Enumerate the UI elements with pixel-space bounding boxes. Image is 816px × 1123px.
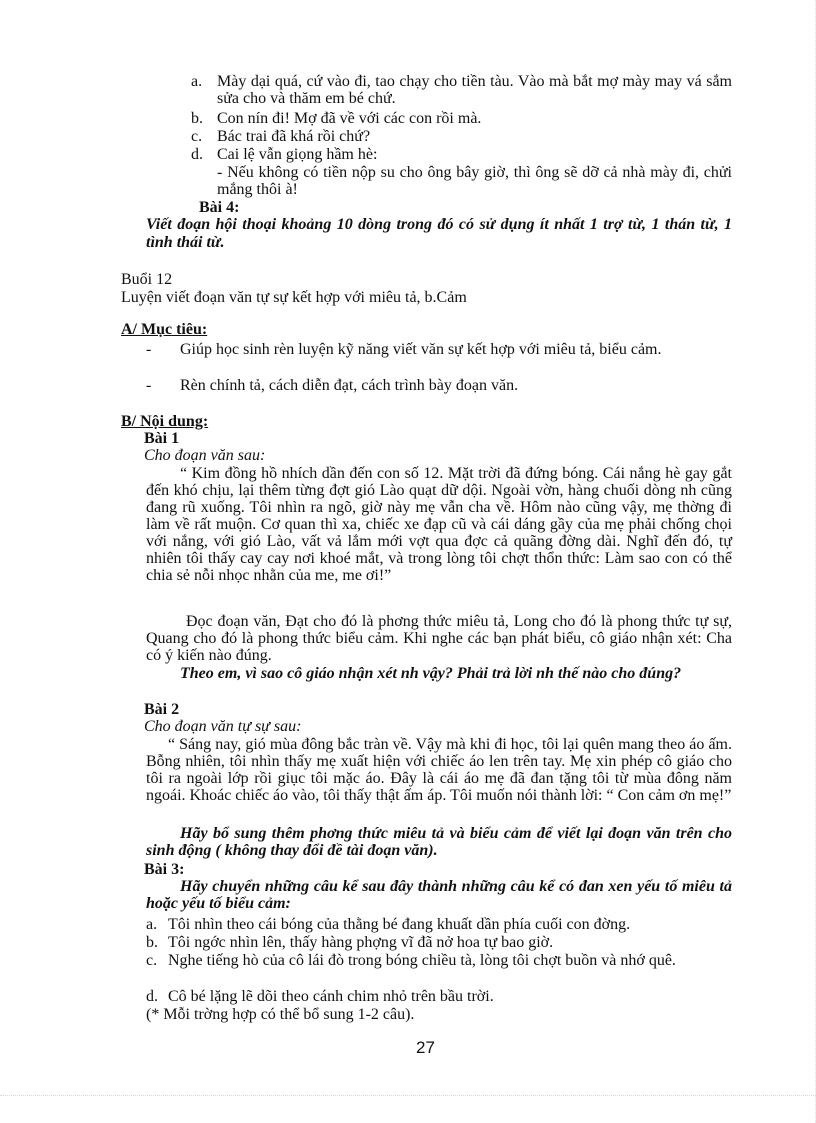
list-text-b: Con nín đi! Mợ đã về với các con rồi mà. [217, 110, 482, 127]
bai1-question: Theo em, vì sao cô giáo nhận xét nh vậy? Phải trả lời nh thế nào cho đúng? [180, 665, 682, 682]
bai3-task: Hãy chuyển những câu kể sau đây thành những câu kể có đan xen yếu tố miêu tả hoặc yếu tố biểu cảm: [146, 878, 732, 912]
list-marker-a: a. [191, 73, 203, 90]
list-item-c [191, 128, 732, 145]
bai3-item-a [146, 916, 732, 933]
objective-item-2 [146, 377, 732, 394]
bai3-marker-b: b. [146, 934, 158, 951]
bai2-intro: Cho đoạn văn tự sự sau: [144, 718, 302, 735]
bai3-note: (* Mỗi trờng hợp có thể bổ sung 1-2 câu). [146, 1006, 415, 1023]
bai3-item-d [146, 988, 732, 1005]
bai3-marker-c: c. [146, 952, 158, 969]
bai3-item-b [146, 934, 732, 951]
list-item-d [191, 146, 732, 163]
objective-bullet-2: - [146, 377, 152, 394]
bai3-text-a: Tôi nhìn theo cái bóng của thằng bé đang khuất dần phía cuối con đờng. [168, 916, 631, 933]
bai4-task: Viết đoạn hội thoại khoảng 10 dòng trong đó có sử dụng ít nhất 1 trợ từ, 1 thán từ, 1 tình thái từ. [146, 216, 732, 251]
section-a-heading: A/ Mục tiêu: [121, 321, 208, 338]
list-marker-d: d. [191, 146, 203, 163]
objective-item-1 [146, 341, 732, 358]
bai3-text-b: Tôi ngớc nhìn lên, thấy hàng phợng vĩ đã nở hoa tự bao giờ. [168, 934, 554, 951]
objective-text-2: Rèn chính tả, cách diễn đạt, cách trình bày đoạn văn. [180, 377, 519, 394]
session-subtitle: Luyện viết đoạn văn tự sự kết hợp với miêu tả, b.Cảm [121, 289, 467, 306]
list-item-a [191, 73, 732, 107]
list-text-d: Cai lệ vẫn giọng hầm hè: [217, 146, 378, 163]
list-text-c: Bác trai đã khá rồi chứ? [217, 128, 371, 145]
objective-text-1: Giúp học sinh rèn luyện kỹ năng viết văn sự kết hợp với miêu tả, biểu cảm. [180, 341, 662, 358]
bai3-label: Bài 3: [144, 861, 185, 878]
list-marker-b: b. [191, 110, 203, 127]
bai2-passage: “ Sáng nay, gió mùa đông bắc tràn về. Vậy mà khi đi học, tôi lại quên mang theo áo ấm. Bỗng nhiên, tôi nhìn thấy mẹ xuất hiện với chiếc áo len trên tay. Mẹ xin phép cô giáo cho tôi ra ngoài lớp rồi giục tôi mặc áo. Đây là cái áo mẹ đã đan tặng tôi từ mùa đông năm ngoái. Khoác chiếc áo vào, tôi thấy thật ấm áp. Tôi muốn nói thành lời: “ Con cảm ơn mẹ!” [146, 736, 732, 804]
list-text-a: Mày dại quá, cứ vào đi, tao chạy cho tiền tàu. Vào mà bắt mợ mày may vá sắm sửa cho và thăm em bé chứ. [217, 73, 732, 107]
bai2-task: Hãy bổ sung thêm phơng thức miêu tả và biểu cảm để viết lại đoạn văn trên cho sinh động ( không thay đổi đề tài đoạn văn). [146, 825, 732, 859]
objective-bullet-1: - [146, 341, 152, 358]
footer-divider [0, 1095, 816, 1096]
bai3-marker-a: a. [146, 916, 158, 933]
bai1-passage: “ Kim đồng hồ nhích dần đến con số 12. Mặt trời đã đứng bóng. Cái nắng hè gay gắt đến khó chịu, lại thêm từng đợt gió Lào quạt dữ dội. Ngoài vờn, hàng chuối dòng nh cũng đang rũ xuống. Tôi nhìn ra ngõ, giờ này mẹ vẫn cha về. Hôm nào cũng vậy, mẹ thờng đi làm về rất muộn. Cơ quan thì xa, chiếc xe đạp cũ và cái dáng gầy của mẹ phải chống chọi với nắng, với gió Lào, vất vả lắm mới vợt qua đợc cả quãng đờng dài. Nghĩ đến đó, tự nhiên tôi thấy cay cay nơi khoé mắt, và trong lòng tôi chợt thổn thức: Làm sao con có thể chia sẻ nỗi nhọc nhằn của me, me ơi!” [146, 465, 732, 584]
bai4-label: Bài 4: [199, 199, 240, 216]
session-title: Buổi 12 [121, 271, 173, 288]
page-number: 27 [416, 1038, 435, 1057]
bai3-text-d: Cô bé lặng lẽ dõi theo cánh chim nhỏ trên bầu trời. [168, 988, 494, 1005]
list-item-b [191, 110, 732, 127]
section-b-heading: B/ Nội dung: [121, 413, 209, 430]
bai1-discussion: Đọc đoạn văn, Đạt cho đó là phơng thức miêu tả, Long cho đó là phong thức tự sự, Quang cho đó là phong thức biểu cảm. Khi nghe các bạn phát biểu, cô giáo nhận xét: Cha có ý kiến nào đúng. [146, 613, 732, 664]
bai2-label: Bài 2 [144, 701, 180, 718]
bai1-intro: Cho đoạn văn sau: [144, 447, 266, 464]
bai3-marker-d: d. [146, 988, 158, 1005]
dialogue-quote: - Nếu không có tiền nộp su cho ông bây giờ, thì ông sẽ dỡ cả nhà mày đi, chửi mắng thôi à! [217, 164, 732, 198]
list-marker-c: c. [191, 128, 203, 145]
bai3-text-c: Nghe tiếng hò của cô lái đò trong bóng chiều tà, lòng tôi chợt buồn và nhớ quê. [168, 952, 676, 969]
bai3-item-c [146, 952, 732, 969]
bai1-label: Bài 1 [144, 430, 180, 447]
